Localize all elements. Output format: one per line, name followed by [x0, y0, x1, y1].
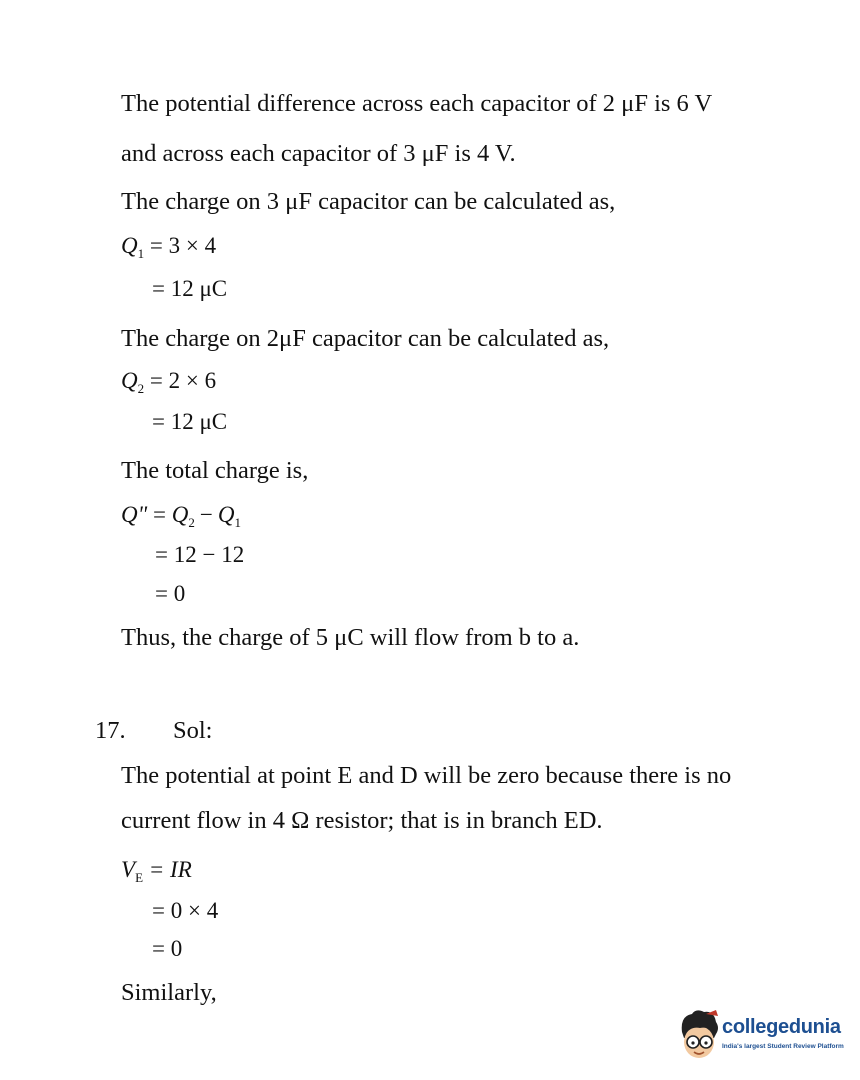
- qt-term-b: Q: [217, 502, 235, 527]
- text-line: The charge on 2μF capacitor can be calculated as,: [121, 325, 610, 352]
- text-line: Similarly,: [121, 979, 217, 1006]
- brand-tagline: India's largest Student Review Platform: [722, 1043, 844, 1050]
- equation-ve-step: = 0 × 4: [152, 898, 219, 923]
- mascot-icon: [676, 1008, 722, 1064]
- text-line: current flow in 4 Ω resistor; that is in branch ED.: [121, 807, 603, 834]
- equation-ve: [121, 855, 192, 893]
- qt-term-a-subscript: 2: [188, 515, 195, 530]
- collegedunia-watermark: [676, 1008, 850, 1064]
- q2-symbol: Q: [121, 368, 138, 393]
- qt-term-a: Q: [171, 502, 189, 527]
- brand-name: collegedunia: [722, 1016, 841, 1038]
- q1-subscript: 1: [137, 246, 145, 261]
- qt-minus: −: [199, 502, 213, 527]
- equation-q1-result: = 12 μC: [152, 276, 228, 301]
- qt-lhs: Q": [121, 502, 148, 527]
- question-number: 17.: [95, 717, 126, 744]
- text-line: The total charge is,: [121, 457, 309, 484]
- equation-q1: [121, 231, 216, 269]
- q1-symbol: Q: [121, 233, 138, 258]
- equation-total-step: = 12 − 12: [155, 542, 245, 567]
- q2-subscript: 2: [137, 381, 145, 396]
- q1-rhs: = 3 × 4: [149, 233, 217, 258]
- equation-total-result: = 0: [155, 581, 186, 606]
- equation-total-charge: [121, 500, 241, 538]
- text-line: The charge on 3 μF capacitor can be calculated as,: [121, 188, 616, 215]
- text-line: The potential at point E and D will be zero because there is no: [121, 762, 732, 789]
- ve-rhs: = IR: [148, 857, 192, 882]
- equation-q2-result: = 12 μC: [152, 409, 228, 434]
- equation-ve-result: = 0: [152, 936, 183, 961]
- ve-subscript: E: [135, 870, 144, 885]
- qt-term-b-subscript: 1: [234, 515, 241, 530]
- ve-symbol: V: [121, 857, 136, 882]
- qt-equals: =: [153, 502, 167, 527]
- q2-rhs: = 2 × 6: [149, 368, 217, 393]
- text-line: The potential difference across each capacitor of 2 μF is 6 V: [121, 90, 713, 117]
- text-line: and across each capacitor of 3 μF is 4 V.: [121, 140, 516, 167]
- solution-label: Sol:: [173, 717, 213, 744]
- text-line: Thus, the charge of 5 μC will flow from b to a.: [121, 624, 580, 651]
- equation-q2: [121, 366, 216, 404]
